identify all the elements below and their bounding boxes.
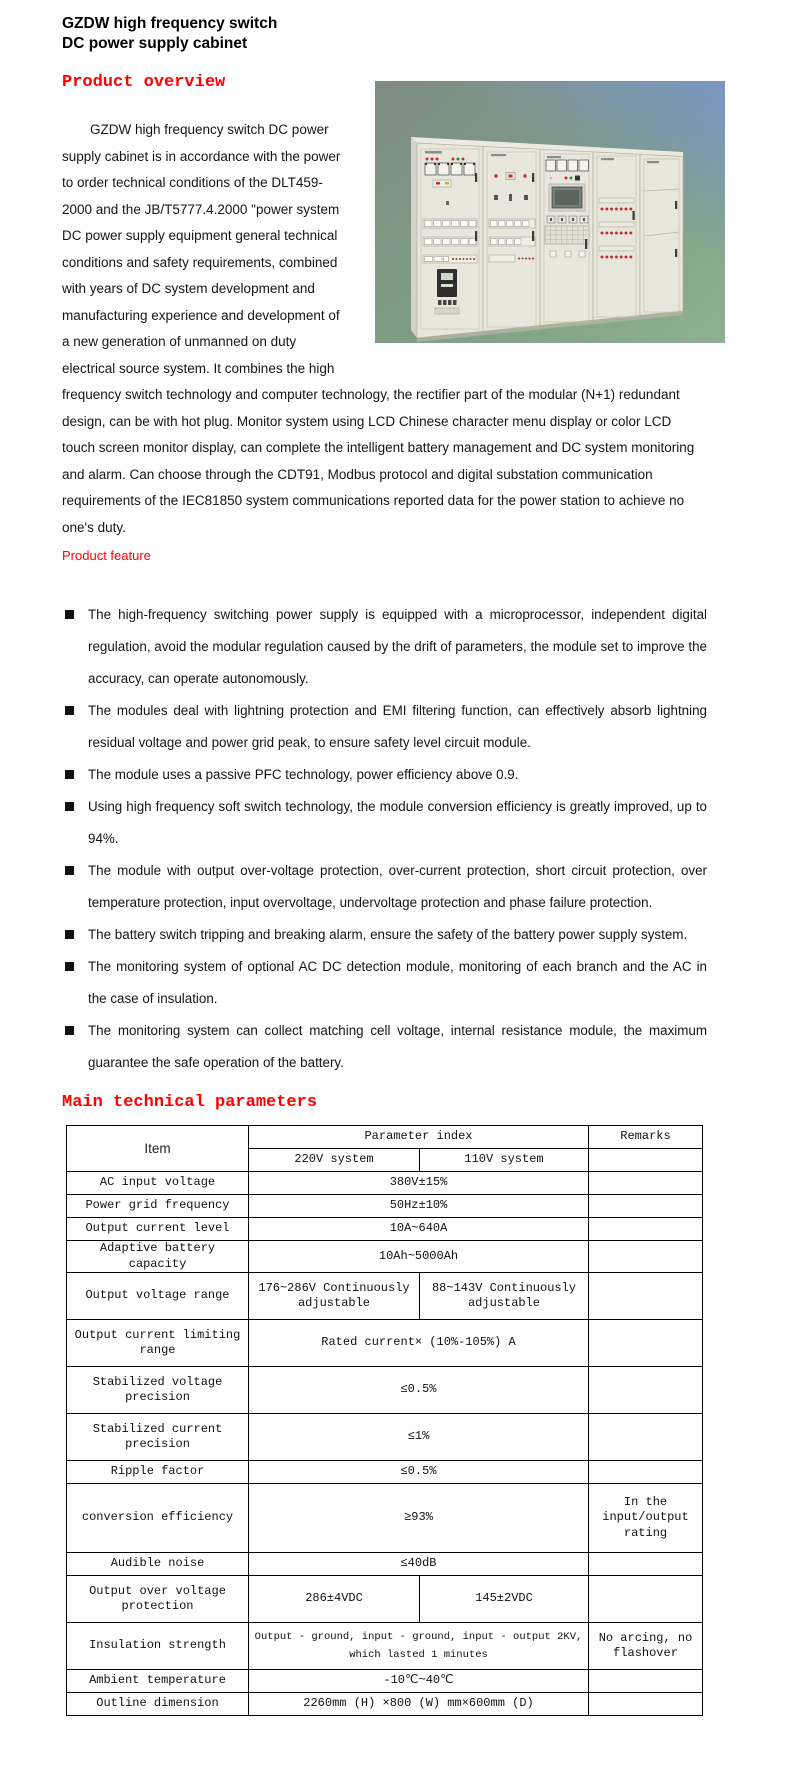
row-remarks [589, 1367, 703, 1414]
feature-item [62, 599, 707, 695]
row-value: 10A~640A [249, 1218, 589, 1241]
row-value: ≤1% [249, 1414, 589, 1461]
feature-item [62, 951, 707, 1015]
table-row [67, 1241, 703, 1273]
table-row [67, 1693, 703, 1716]
product-photo [375, 81, 725, 343]
row-value: Output - ground, input - ground, input - output 2KV, which lasted 1 minutes [249, 1623, 589, 1670]
feature-item [62, 1015, 707, 1079]
bullet-square-icon [65, 802, 74, 811]
row-remarks [589, 1172, 703, 1195]
feature-heading: Product feature [62, 548, 151, 563]
table-row [67, 1670, 703, 1693]
row-value: 10Ah~5000Ah [249, 1241, 589, 1273]
row-remarks [589, 1670, 703, 1693]
row-value: 50Hz±10% [249, 1195, 589, 1218]
row-value: 2260mm (H) ×800 (W) mm×600mm (D) [249, 1693, 589, 1716]
table-cell-empty [589, 1149, 703, 1172]
bullet-square-icon [65, 930, 74, 939]
table-row [67, 1553, 703, 1576]
feature-text: The battery switch tripping and breaking alarm, ensure the safety of the battery power supply system. [88, 927, 688, 942]
row-value-220: 286±4VDC [249, 1576, 420, 1623]
row-value: ≥93% [249, 1484, 589, 1553]
row-remarks [589, 1461, 703, 1484]
table-row [67, 1576, 703, 1623]
col-header-220v: 220V system [249, 1149, 420, 1172]
row-remarks [589, 1218, 703, 1241]
bullet-square-icon [65, 866, 74, 875]
col-header-item: Item [67, 1126, 249, 1172]
parameters-table [66, 1125, 703, 1716]
row-item: conversion efficiency [67, 1484, 249, 1553]
row-remarks [589, 1693, 703, 1716]
row-item: Ambient temperature [67, 1670, 249, 1693]
table-row [67, 1320, 703, 1367]
row-value: 380V±15% [249, 1172, 589, 1195]
col-header-parameter-index: Parameter index [249, 1126, 589, 1149]
row-item: Output current level [67, 1218, 249, 1241]
row-value: -10℃~40℃ [249, 1670, 589, 1693]
row-item: Audible noise [67, 1553, 249, 1576]
table-row [67, 1461, 703, 1484]
table-row [67, 1484, 703, 1553]
feature-text: The module uses a passive PFC technology, power efficiency above 0.9. [88, 767, 519, 782]
row-value-220: 176~286V Continuously adjustable [249, 1273, 420, 1320]
feature-item [62, 695, 707, 759]
row-remarks [589, 1414, 703, 1461]
row-value-110: 88~143V Continuously adjustable [420, 1273, 589, 1320]
bullet-square-icon [65, 770, 74, 779]
row-item: Ripple factor [67, 1461, 249, 1484]
feature-text: The module with output over-voltage protection, over-current protection, short circuit protection, over temperature protection, input overvoltage, undervoltage protection and phase failure protection. [88, 863, 707, 910]
table-row [67, 1414, 703, 1461]
row-remarks: In the input/output rating [589, 1484, 703, 1553]
row-value-110: 145±2VDC [420, 1576, 589, 1623]
row-remarks [589, 1241, 703, 1273]
feature-item [62, 759, 707, 791]
feature-item [62, 919, 707, 951]
page-title [62, 14, 707, 54]
feature-text: The monitoring system of optional AC DC detection module, monitoring of each branch and the AC in the case of insulation. [88, 959, 707, 1006]
feature-list [62, 599, 707, 1079]
table-row [67, 1273, 703, 1320]
row-value: ≤40dB [249, 1553, 589, 1576]
row-item: Insulation strength [67, 1623, 249, 1670]
bullet-square-icon [65, 610, 74, 619]
feature-text: The modules deal with lightning protection and EMI filtering function, can effectively absorb lightning residual voltage and power grid peak, to ensure safety level circuit module. [88, 703, 707, 750]
overview-paragraph: GZDW high frequency switch DC power supply cabinet is in accordance with the power to order technical conditions of the DLT459-2000 and the JB/T5777.4.2000 "power system DC power supply equipment general technical conditions and safety requirements, combined with years of DC system development and manufacturing experience and development of a new generation of unmanned on duty electrical source system. It combines the high frequency switch technology and computer technology, the rectifier part of the modular (N+1) redundant design, can be with hot plug. Monitor system using LCD Chinese character menu display or color LCD touch screen monitor display, can complete the intelligent battery management and DC system monitoring and alarm. Can choose through the CDT91, Modbus protocol and digital substation communication requirements of the IEC81850 system communications reported data for the power station to achieve no one's duty. [62, 122, 695, 535]
row-item: AC input voltage [67, 1172, 249, 1195]
overview-heading: Product overview [62, 73, 226, 92]
feature-item [62, 855, 707, 919]
row-item: Adaptive battery capacity [67, 1241, 249, 1273]
row-item: Stabilized current precision [67, 1414, 249, 1461]
table-row [67, 1195, 703, 1218]
table-row [67, 1172, 703, 1195]
row-item: Output voltage range [67, 1273, 249, 1320]
row-value: Rated current× (10%-105%) A [249, 1320, 589, 1367]
feature-text: The monitoring system can collect matching cell voltage, internal resistance module, the maximum guarantee the safe operation of the battery. [88, 1023, 707, 1070]
row-item: Power grid frequency [67, 1195, 249, 1218]
table-row [67, 1367, 703, 1414]
row-item: Stabilized voltage precision [67, 1367, 249, 1414]
feature-text: The high-frequency switching power supply is equipped with a microprocessor, independent digital regulation, avoid the modular regulation caused by the drift of parameters, the module set to improve the accuracy, can operate autonomously. [88, 607, 707, 686]
feature-text: Using high frequency soft switch technology, the module conversion efficiency is greatly improved, up to 94%. [88, 799, 707, 846]
parameters-heading: Main technical parameters [62, 1093, 318, 1112]
page-title-line1: GZDW high frequency switch [62, 15, 278, 32]
row-remarks [589, 1553, 703, 1576]
row-value: ≤0.5% [249, 1461, 589, 1484]
row-remarks [589, 1273, 703, 1320]
col-header-110v: 110V system [420, 1149, 589, 1172]
row-remarks [589, 1320, 703, 1367]
bullet-square-icon [65, 706, 74, 715]
col-header-remarks: Remarks [589, 1126, 703, 1149]
row-item: Outline dimension [67, 1693, 249, 1716]
page-title-line2: DC power supply cabinet [62, 35, 248, 52]
table-header-row [67, 1126, 703, 1149]
feature-item [62, 791, 707, 855]
table-row [67, 1623, 703, 1670]
cabinet-photo-illustration [375, 81, 725, 343]
row-item: Output over voltage protection [67, 1576, 249, 1623]
bullet-square-icon [65, 1026, 74, 1035]
table-row [67, 1218, 703, 1241]
row-remarks [589, 1195, 703, 1218]
row-item: Output current limiting range [67, 1320, 249, 1367]
row-remarks: No arcing, no flashover [589, 1623, 703, 1670]
bullet-square-icon [65, 962, 74, 971]
section-product-overview [62, 73, 707, 1079]
row-value: ≤0.5% [249, 1367, 589, 1414]
row-remarks [589, 1576, 703, 1623]
